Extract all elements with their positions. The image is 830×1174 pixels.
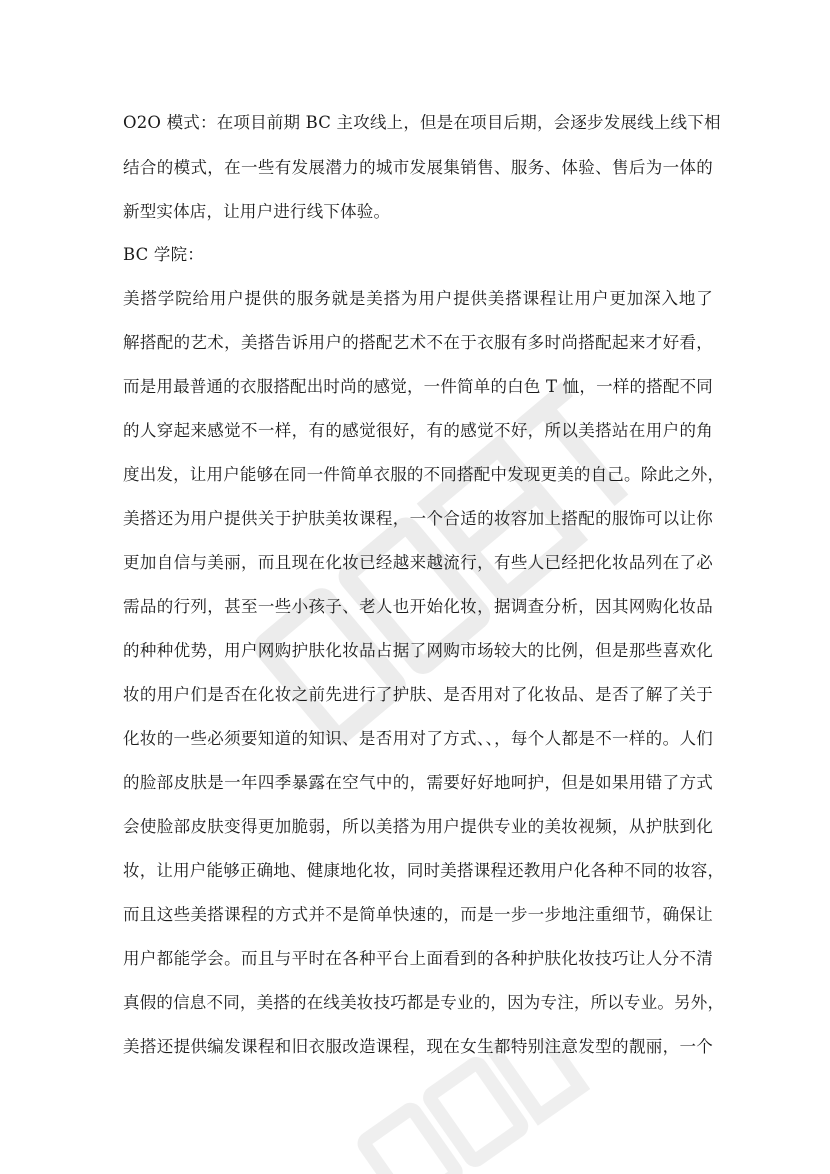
paragraph-academy-line-5: 度出发，让用户能够在同一件简单衣服的不同搭配中发现更美的自己。除此之外， [123, 465, 725, 484]
paragraph-academy-line-18: 美搭还提供编发课程和旧衣服改造课程，现在女生都特别注意发型的靓丽，一个 [123, 1037, 713, 1056]
paragraph-o2o-line-3: 新型实体店，让用户进行线下体验。 [123, 202, 391, 221]
paragraph-academy-line-6: 美搭还为用户提供关于护肤美妆课程，一个合适的妆容加上搭配的服饰可以让你 [123, 509, 713, 528]
paragraph-academy-line-16: 用户都能学会。而且与平时在各种平台上面看到的各种护肤化妆技巧让人分不清 [123, 949, 713, 968]
paragraph-academy-line-12: 的脸部皮肤是一年四季暴露在空气中的，需要好好地呵护，但是如果用错了方式 [123, 773, 713, 792]
paragraph-academy-line-4: 的人穿起来感觉不一样，有的感觉很好，有的感觉不好，所以美搭站在用户的角 [123, 421, 713, 440]
paragraph-academy-line-3: 而是用最普通的衣服搭配出时尚的感觉，一件简单的白色 T 恤，一样的搭配不同 [123, 377, 713, 396]
paragraph-academy-line-11: 化妆的一些必须要知道的知识、是否用对了方式、、，每个人都是不一样的。人们 [123, 729, 713, 748]
paragraph-academy-line-13: 会使脸部皮肤变得更加脆弱，所以美搭为用户提供专业的美妆视频，从护肤到化 [123, 817, 713, 836]
paragraph-academy-line-9: 的种种优势，用户网购护肤化妆品占据了网购市场较大的比例，但是那些喜欢化 [123, 641, 713, 660]
paragraph-academy-line-2: 解搭配的艺术，美搭告诉用户的搭配艺术不在于衣服有多时尚搭配起来才好看， [123, 333, 713, 352]
paragraph-academy-line-10: 妆的用户们是否在化妆之前先进行了护肤、是否用对了化妆品、是否了解了关于 [123, 685, 713, 704]
paragraph-academy-line-15: 而且这些美搭课程的方式并不是简单快速的，而是一步一步地注重细节，确保让 [123, 905, 713, 924]
paragraph-academy-line-1: 美搭学院给用户提供的服务就是美搭为用户提供美搭课程让用户更加深入地了 [123, 289, 713, 308]
watermark-graphic-bottom [330, 1040, 590, 1174]
paragraph-academy-line-14: 妆，让用户能够正确地、健康地化妆，同时美搭课程还教用户化各种不同的妆容， [123, 861, 725, 880]
paragraph-o2o-line-1: O2O 模式：在项目前期 BC 主攻线上，但是在项目后期，会逐步发展线上线下相 [123, 113, 721, 132]
paragraph-academy-line-8: 需品的行列，甚至一些小孩子、老人也开始化妆，据调查分析，因其网购化妆品 [123, 597, 713, 616]
paragraph-academy-line-17: 真假的信息不同，美搭的在线美妆技巧都是专业的，因为专注，所以专业。另外， [123, 993, 725, 1012]
paragraph-academy-line-7: 更加自信与美丽，而且现在化妆已经越来越流行，有些人已经把化妆品列在了必 [123, 553, 713, 572]
section-heading-bc-academy: BC 学院： [123, 245, 205, 264]
paragraph-o2o-line-2: 结合的模式，在一些有发展潜力的城市发展集销售、服务、体验、售后为一体的 [123, 158, 713, 177]
